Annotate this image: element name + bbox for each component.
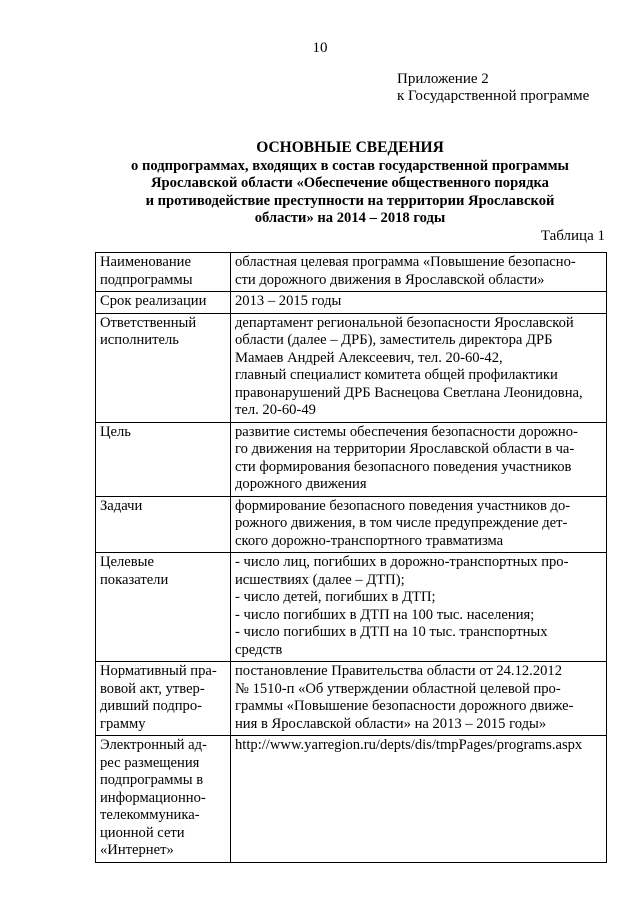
row-label-line: «Интернет» — [100, 842, 174, 858]
document-heading — [90, 139, 610, 228]
row-value-line: го движения на территории Ярославской области в ча- — [235, 441, 575, 457]
row-label-cell — [96, 253, 231, 292]
row-value-line: ния в Ярославской области» на 2013 – 2015 годы» — [235, 715, 547, 732]
row-value-line: - число детей, погибших в ДТП; — [235, 589, 436, 605]
row-value-line: сти формирования безопасного поведения участников — [235, 458, 572, 475]
row-value-line: тел. 20-60-49 — [235, 402, 316, 418]
row-label-line: грамму — [100, 715, 146, 732]
row-value-line: - число погибших в ДТП на 100 тыс. населения; — [235, 606, 535, 623]
row-label-line: Наименование — [100, 254, 191, 270]
row-value-cell — [231, 736, 607, 863]
row-label-line: Целевые — [100, 554, 154, 570]
row-value-line: главный специалист комитета общей профилактики — [235, 367, 558, 383]
row-value-line: исшествиях (далее – ДТП); — [235, 571, 405, 588]
row-label-line: Нормативный пра- — [100, 663, 217, 679]
row-value-line: рожного движения, в том числе предупреждение дет- — [235, 515, 568, 531]
row-value-line: - число лиц, погибших в дорожно-транспортных про- — [235, 554, 569, 570]
row-value-cell — [231, 496, 607, 553]
row-value-line: сти дорожного движения в Ярославской области» — [235, 271, 545, 288]
row-label-cell — [96, 662, 231, 736]
row-label-line: телекоммуника- — [100, 807, 200, 823]
heading-line: и противодействие преступности на территории Ярославской — [145, 192, 555, 209]
page-number: 10 — [312, 40, 328, 56]
row-label-line: ционной сети — [100, 824, 185, 841]
row-label-line: исполнитель — [100, 332, 179, 348]
row-value-cell — [231, 292, 607, 314]
row-value-line: развитие системы обеспечения безопасности дорожно- — [235, 423, 578, 440]
row-label-line: рес размещения — [100, 754, 200, 771]
row-value-line: правонарушений ДРБ Васнецова Светлана Леонидовна, — [235, 384, 583, 401]
row-label-line: показатели — [100, 571, 169, 588]
row-value-cell — [231, 553, 607, 662]
row-value-cell — [231, 253, 607, 292]
subprogram-info-table — [95, 252, 607, 863]
row-label-cell — [96, 422, 231, 496]
table-row — [96, 662, 607, 736]
row-value-line: области (далее – ДРБ), заместитель директора ДРБ — [235, 332, 553, 348]
document-title: ОСНОВНЫЕ СВЕДЕНИЯ — [256, 139, 444, 156]
table-row — [96, 313, 607, 422]
row-label-line: Срок реализации — [100, 293, 207, 309]
row-value-line: граммы «Повышение безопасности дорожного движе- — [235, 698, 574, 714]
row-label-line: Задачи — [100, 497, 143, 514]
row-value-line: ского дорожно-транспортного травматизма — [235, 532, 504, 549]
row-value-cell — [231, 313, 607, 422]
table-row — [96, 736, 607, 863]
row-label-cell — [96, 292, 231, 314]
heading-line: области» на 2014 – 2018 годы — [254, 210, 446, 227]
row-value-cell — [231, 662, 607, 736]
table-row — [96, 253, 607, 292]
table-row — [96, 553, 607, 662]
row-value-line: дорожного движения — [235, 476, 367, 492]
row-value-line: департамент региональной безопасности Ярославской — [235, 314, 574, 331]
row-value-cell — [231, 422, 607, 496]
row-label-line: подпрограммы — [100, 271, 193, 288]
appendix-line: Приложение 2 — [397, 71, 489, 87]
appendix-line: к Государственной программе — [397, 88, 590, 104]
table-label: Таблица 1 — [540, 228, 605, 244]
row-value-line: областная целевая программа «Повышение безопасно- — [235, 254, 576, 270]
row-label-cell — [96, 736, 231, 863]
row-label-line: Электронный ад- — [100, 737, 207, 753]
row-value-line: формирование безопасного поведения участников до- — [235, 497, 571, 514]
row-label-line: Цель — [100, 423, 131, 440]
row-value-line: Мамаев Андрей Алексеевич, тел. 20-60-42, — [235, 349, 503, 366]
row-value-line: средств — [235, 641, 283, 658]
row-label-cell — [96, 496, 231, 553]
row-label-cell — [96, 553, 231, 662]
row-value-line: 2013 – 2015 годы — [235, 293, 342, 309]
row-label-line: дивший подпро- — [100, 698, 203, 714]
table-row — [96, 496, 607, 553]
row-value-line: - число погибших в ДТП на 10 тыс. транспортных — [235, 624, 548, 640]
row-label-line: подпрограммы в — [100, 772, 204, 788]
row-label-line: Ответственный — [100, 314, 197, 331]
row-label-line: вовой акт, утвер- — [100, 680, 205, 697]
heading-line: о подпрограммах, входящих в состав государственной программы — [131, 157, 569, 174]
appendix-note — [397, 71, 589, 105]
row-label-cell — [96, 313, 231, 422]
row-value-line: http://www.yarregion.ru/depts/dis/tmpPages/programs.aspx — [235, 737, 583, 753]
row-value-line: постановление Правительства области от 24.12.2012 — [235, 663, 563, 679]
heading-line: Ярославской области «Обеспечение общественного порядка — [151, 175, 549, 192]
row-value-line: № 1510-п «Об утверждении областной целевой про- — [235, 680, 561, 697]
table-row — [96, 292, 607, 314]
row-label-line: информационно- — [100, 789, 206, 806]
table-row — [96, 422, 607, 496]
